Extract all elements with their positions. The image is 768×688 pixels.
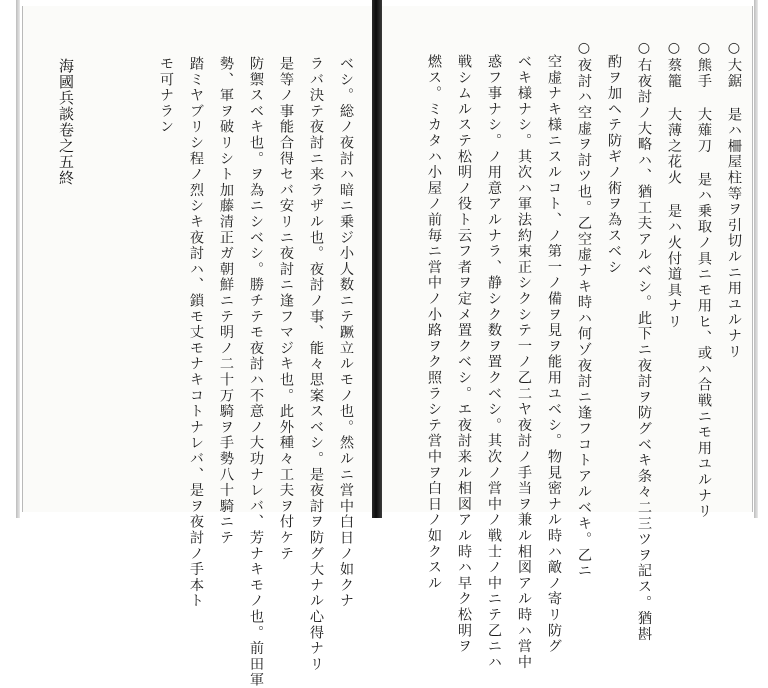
text-column: 戦シムルステ松明ノ役ト云フ者ヲ定メ置クベシ。エ夜討来ル相図アル時ハ早ク松明ヲ (456, 54, 472, 655)
text-column: 踏ミヤブリシ程ノ烈シキ夜討ハ、鎖モ丈モナキコトナレバ、是ヲ夜討ノ手本ト (188, 56, 204, 609)
text-column: ベシ。総ノ夜討ハ暗ニ乗ジ小人数ニテ蹶立ルモノ也。然ルニ営中白日ノ如クナ (338, 56, 354, 609)
text-column: ラバ決テ夜討ニ来ラザル也。夜討ノ事、能々思案スベシ。是夜討ヲ防グ大ナル心得ナリ (308, 56, 324, 673)
right-page-edge (754, 0, 758, 518)
text-column: 惑フ事ナシ。ノ用意アルナラ、静シク数ヲ置クベシ。其次ノ営中ノ戦士ノ中ニテ乙ニハ (486, 54, 502, 671)
text-column: 空虚ナキ様ニスルコト、ノ第一ノ備ヲ見ヲ能用ユベシ。物見密ナル時ハ敵ノ寄リ防グ (546, 54, 562, 655)
text-column: ○大鋸 是ハ柵屋柱等ヲ引切ルニ用ユルナリ (726, 40, 742, 360)
volume-end-title: 海國兵談卷之五終 (57, 58, 75, 186)
text-column: 燃ス。ミカタハ小屋ノ前毎ニ営中ノ小路ヲク照ラシテ営中ヲ白日ノ如クスル (426, 54, 442, 592)
text-column: 酌ヲ加ヘテ防ギノ術ヲ為スベシ (606, 54, 622, 276)
text-column: ○右夜討ノ大略ハ、猶工夫アルベシ。此下ニ夜討ヲ防グベキ条々二三ツヲ記ス。猶斟 (636, 40, 652, 643)
left-page-edge (16, 0, 20, 518)
text-column: 防禦スベキ也。ヲ為ニシベシ。勝チテモ夜討ハ不意ノ大功ナレバ、芳ナキモノ也。前田軍 (248, 56, 264, 688)
text-column: ベキ様ナシ。其次ハ軍法約束正シクシテ一ノ乙二ヤ夜討ノ手当ヲ兼ル相図アル時ハ営中 (516, 54, 532, 671)
text-column: ○熊手 大薙刀 是ハ乗取ノ具ニモ用ヒ、或ハ合戦ニモ用ユルナリ (696, 40, 712, 520)
text-column: 勢、軍ヲ破リシト加藤清正ガ朝鮮ニテ明ノ二十万騎ヲ手勢八十騎ニテ (218, 56, 234, 546)
book-gutter (372, 0, 382, 518)
text-column: ○蔡籠 大薄之花火 是ハ火付道具ナリ (666, 40, 682, 330)
text-column: 是等ノ事能合得セバ安リニ夜討ニ逢フマジキ也。此外種々工夫ヲ付ケテ (278, 56, 294, 562)
text-column: ○夜討ハ空虚ヲ討ツ也。乙空虚ナキ時ハ何ゾ夜討ニ逢フコトアルベキ。乙ニ (576, 40, 592, 579)
text-column: モ可ナラン (158, 56, 174, 135)
